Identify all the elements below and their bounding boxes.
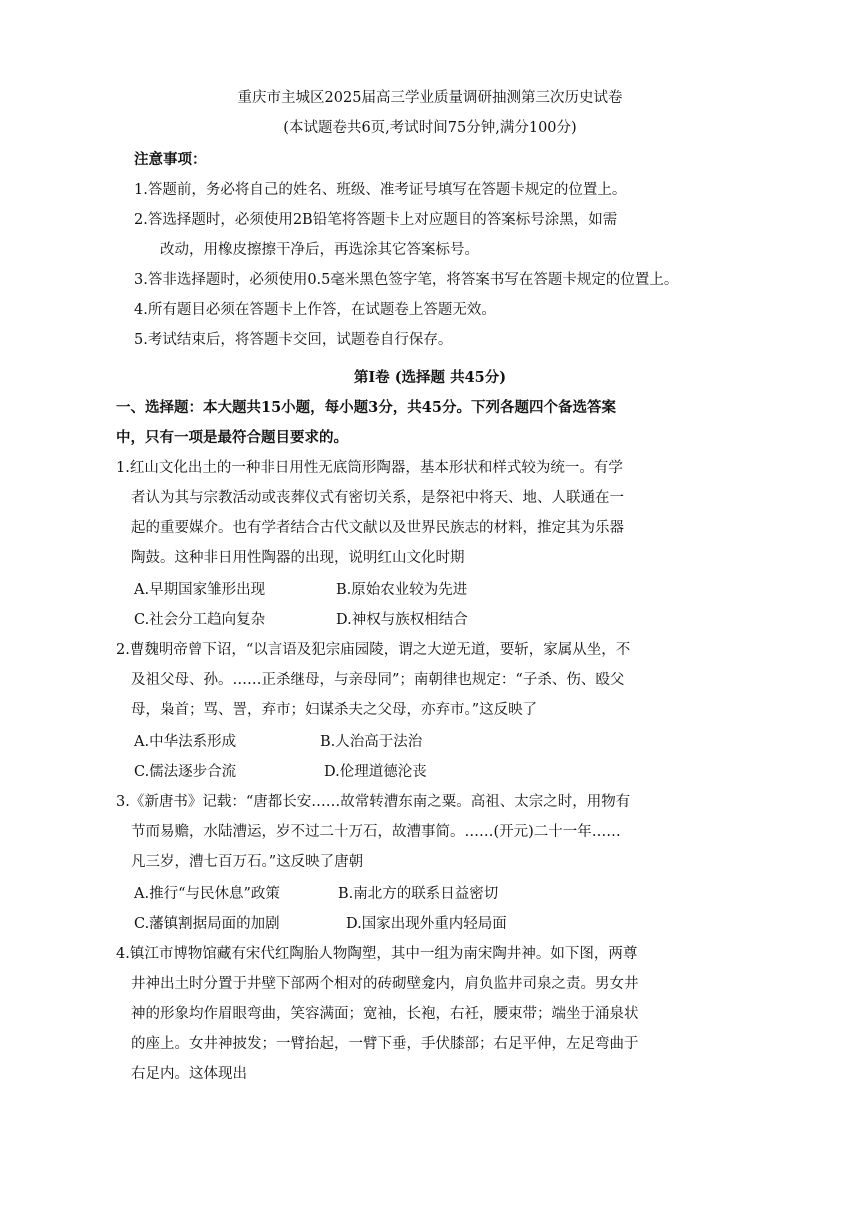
question-1-option-b[interactable]: B.原始农业较为先进: [336, 582, 468, 598]
question-1-text: 起的重要媒介。也有学者结合古代文献以及世界民族志的材料，推定其为乐器: [131, 520, 624, 536]
notice-item: 5.考试结束后，将答题卡交回，试题卷自行保存。: [134, 332, 453, 348]
question-3-option-d[interactable]: D.国家出现外重内轻局面: [346, 916, 507, 932]
page-title: 重庆市主城区2025届高三学业质量调研抽测第三次历史试卷: [237, 90, 623, 106]
question-2-option-c[interactable]: C.儒法逐步合流: [134, 764, 237, 780]
question-3-text: 3.《新唐书》记载：“唐都长安……故常转漕东南之粟。高祖、太宗之时，用物有: [116, 794, 631, 810]
question-2-text: 2.曹魏明帝曾下诏，“以言语及犯宗庙园陵，谓之大逆无道，要斩，家属从坐，不: [116, 642, 631, 658]
question-4-text: 神的形象均作眉眼弯曲，笑容满面；宽袖，长袍，右衽，腰束带；端坐于涌泉状: [131, 1006, 639, 1022]
question-3-text: 节而易赡，水陆漕运，岁不过二十万石，故漕事简。……(开元)二十一年……: [131, 824, 621, 840]
notice-item: 4.所有题目必须在答题卡上作答，在试题卷上答题无效。: [134, 302, 496, 318]
question-1-option-a[interactable]: A.早期国家雏形出现: [134, 582, 266, 598]
question-3-option-c[interactable]: C.藩镇割据局面的加剧: [134, 916, 280, 932]
question-2-text: 及祖父母、孙。……正杀继母，与亲母同”；南朝律也规定：“子杀、伤、殴父: [131, 672, 625, 688]
question-4-text: 4.镇江市博物馆藏有宋代红陶胎人物陶塑，其中一组为南宋陶井神。如下图，两尊: [116, 946, 638, 962]
notice-heading: 注意事项：: [134, 151, 207, 168]
question-1-text: 陶鼓。这种非日用性陶器的出现，说明红山文化时期: [131, 550, 465, 566]
question-2-option-d[interactable]: D.伦理道德沦丧: [324, 764, 427, 780]
page-subtitle: (本试题卷共6页,考试时间75分钟,满分100分): [283, 120, 577, 136]
question-2-option-b[interactable]: B.人治高于法治: [320, 734, 423, 750]
question-3-text: 凡三岁，漕七百万石。”这反映了唐朝: [131, 854, 364, 870]
question-1-option-d[interactable]: D.神权与族权相结合: [336, 612, 468, 628]
question-1-option-c[interactable]: C.社会分工趋向复杂: [134, 612, 266, 628]
section-instruction: 中，只有一项是最符合题目要求的。: [116, 429, 348, 446]
notice-item: 3.答非选择题时，必须使用0.5毫米黑色签字笔，将答案书写在答题卡规定的位置上。: [134, 272, 679, 288]
notice-item: 1.答题前，务必将自己的姓名、班级、准考证号填写在答题卡规定的位置上。: [134, 182, 627, 198]
section-instruction: 一、选择题：本大题共15小题，每小题3分，共45分。下列各题四个备选答案: [116, 399, 616, 416]
section-title: 第Ⅰ卷 (选择题 共45分): [353, 369, 507, 386]
question-4-text: 的座上。女井神披发；一臂抬起，一臂下垂，手伏膝部；右足平伸，左足弯曲于: [131, 1036, 639, 1052]
notice-item: 改动，用橡皮擦擦干净后，再选涂其它答案标号。: [160, 242, 479, 258]
question-3-option-b[interactable]: B.南北方的联系日益密切: [338, 886, 499, 902]
question-2-option-a[interactable]: A.中华法系形成: [134, 734, 237, 750]
question-1-text: 者认为其与宗教活动或丧葬仪式有密切关系，是祭祀中将天、地、人联通在一: [131, 490, 624, 506]
question-4-text: 右足内。这体现出: [131, 1066, 247, 1082]
question-4-text: 井神出土时分置于井壁下部两个相对的砖砌壁龛内，肩负监井司泉之责。男女井: [131, 976, 639, 992]
question-3-option-a[interactable]: A.推行“与民休息”政策: [134, 886, 280, 902]
question-2-text: 母，枭首；骂、詈，弃市；妇谋杀夫之父母，亦弃市。”这反映了: [131, 702, 538, 718]
notice-item: 2.答选择题时，必须使用2B铅笔将答题卡上对应题目的答案标号涂黑，如需: [134, 212, 618, 228]
question-1-text: 1.红山文化出土的一种非日用性无底筒形陶器，基本形状和样式较为统一。有学: [116, 460, 623, 476]
